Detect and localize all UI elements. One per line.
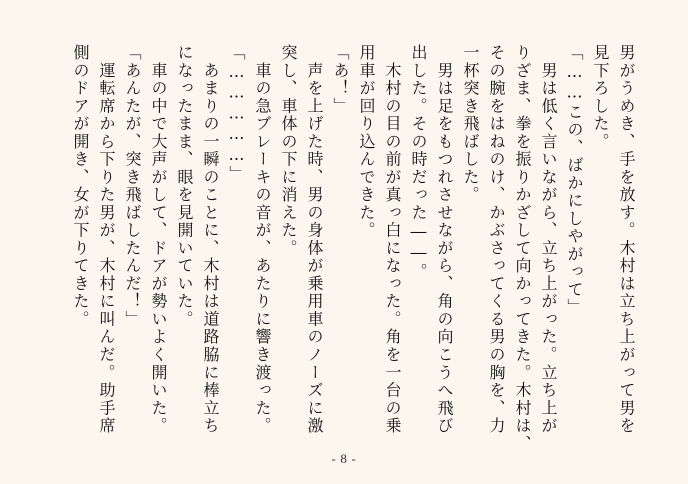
text-line-17: あまりの一瞬のことに、木村は道路脇に棒立ち [201,44,220,435]
page-number: - 8 - [331,451,357,466]
text-line-5: りざま、拳を振りかざして向かってきた。木村は、 [513,44,532,453]
text-line-12: 「あ！」 [331,44,350,116]
text-line-21: 運転席から下りた男が、木村に叫んだ。助手席 [97,44,116,435]
text-line-18: になったまま、眼を見開いていた。 [175,44,194,329]
text-line-16: 「……………」 [227,44,246,184]
text-line-14: 突し、車体の下に消えた。 [279,44,298,258]
text-line-6: その腕をはねのけ、かぶさってくる男の胸を、力 [487,44,506,435]
text-line-1: 男がうめき、手を放す。木村は立ち上がって男を [617,44,636,435]
text-line-20: 「あんたが、突き飛ばしたんだ！」 [123,44,142,329]
text-line-3: 「……この、ばかにしやがって」 [565,44,584,317]
text-line-8: 男は足をもつれさせながら、角の向こうへ飛び [435,44,454,435]
text-line-22: 側のドアが開き、女が下りてきた。 [71,44,90,329]
text-line-4: 男は低く言いながら、立ち上がった。立ち上が [539,44,558,435]
text-line-10: 木村の目の前が真っ白になった。角を一台の乗 [383,44,402,435]
text-line-15: 車の急ブレーキの音が、あたりに響き渡った。 [253,44,272,435]
text-line-7: 一杯突き飛ばした。 [461,44,480,204]
text-line-13: 声を上げた時、男の身体が乗用車のノーズに激 [305,44,324,435]
text-line-2: 見下ろした。 [591,44,610,151]
text-line-9: 出した。その時だった――。 [409,44,428,281]
text-line-19: 車の中で大声がして、ドアが勢いよく開いた。 [149,44,168,435]
text-line-11: 用車が回り込んできた。 [357,44,376,240]
